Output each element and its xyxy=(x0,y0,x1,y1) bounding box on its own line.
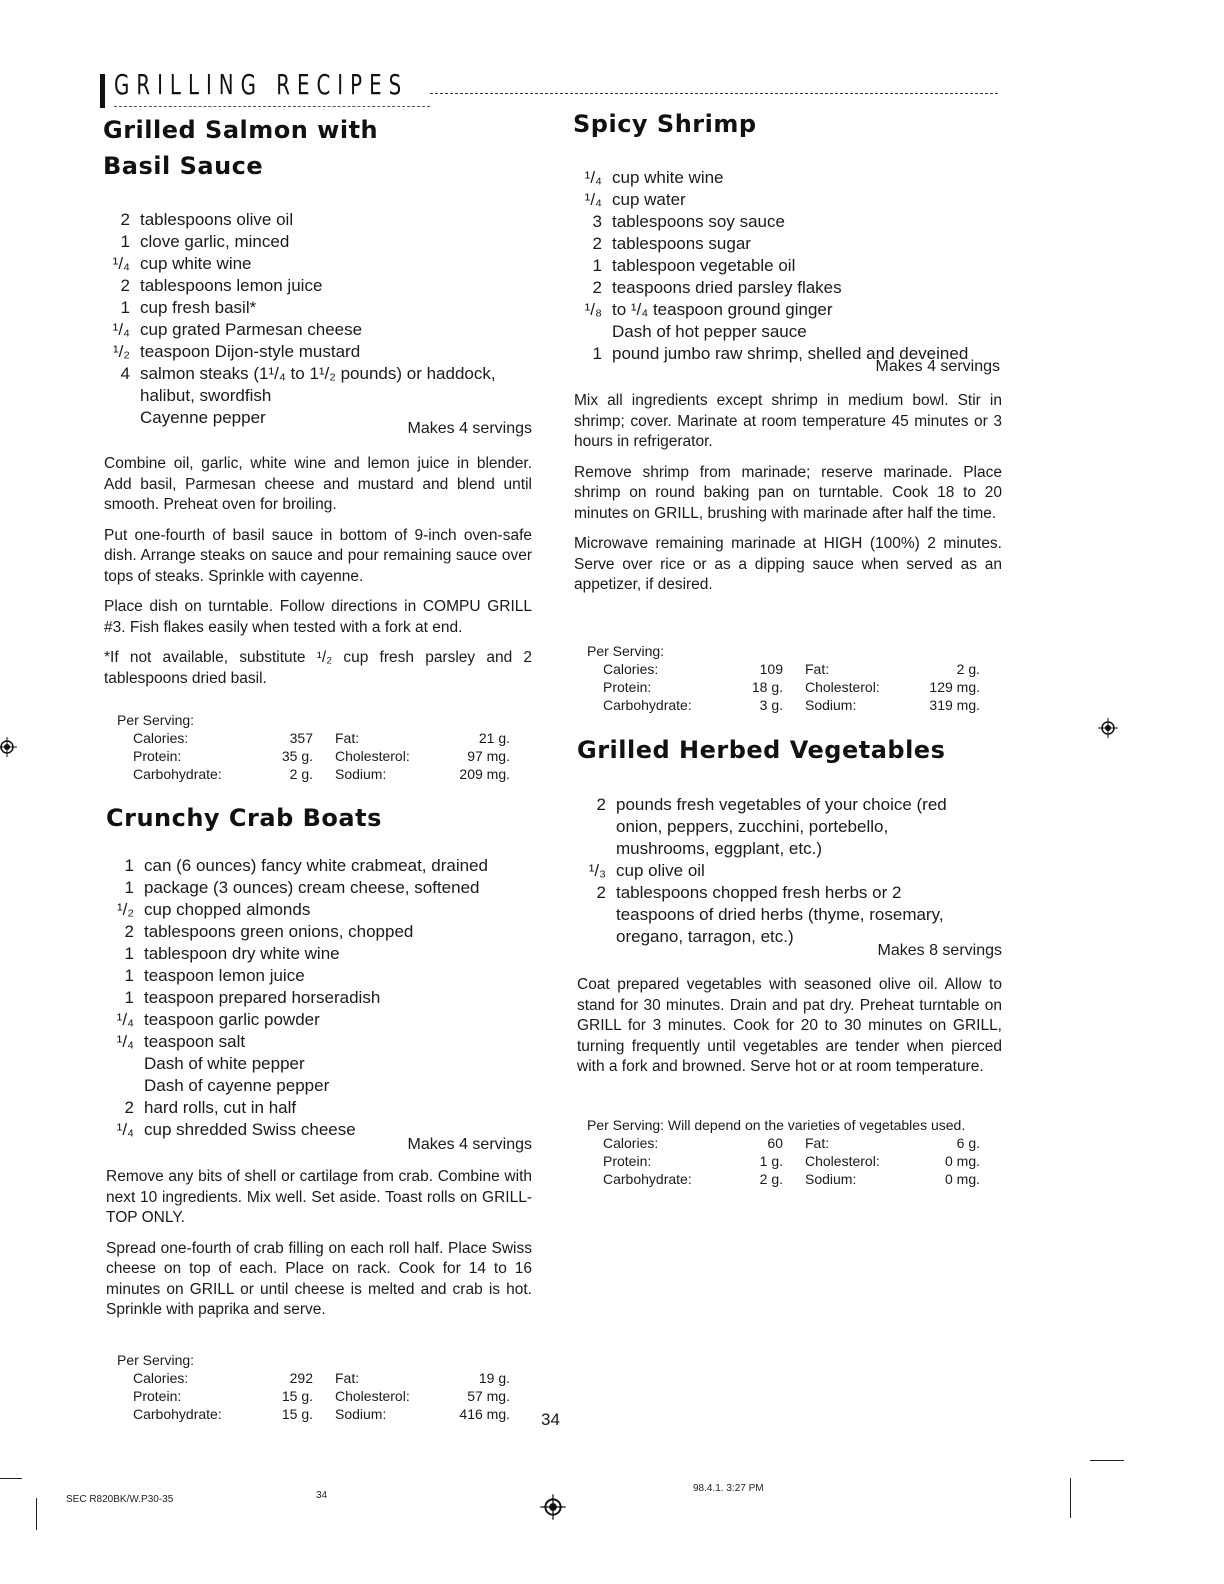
direction-paragraph: Combine oil, garlic, white wine and lemon juice in blender. Add basil, Parmesan cheese and mustard and blend until smooth. Preheat oven for broiling. xyxy=(104,455,532,513)
ingredient-text: Dash of hot pepper sauce xyxy=(612,322,807,341)
ingredient-row xyxy=(566,277,1002,299)
veg-title: Grilled Herbed Vegetables xyxy=(577,736,946,764)
salmon-ingredients xyxy=(94,209,534,429)
ingredient-text: oregano, tarragon, etc.) xyxy=(616,927,794,946)
ingredient-text: tablespoons lemon juice xyxy=(140,276,323,295)
nutrition-cell: Calories: xyxy=(133,1370,189,1386)
footer-mid: 34 xyxy=(316,1490,328,1501)
ingredient-text: salmon steaks (1¹/₄ to 1¹/₂ pounds) or haddock, xyxy=(140,364,496,383)
salmon-directions xyxy=(104,454,532,689)
nutrition-cell: 15 g. xyxy=(281,1388,313,1404)
ingredient-row xyxy=(98,899,538,921)
ingredient-quantity: 2 xyxy=(120,210,130,229)
nutrition-cell: 57 mg. xyxy=(467,1388,510,1404)
ingredient-quantity: 1 xyxy=(124,878,134,897)
ingredient-text: cup white wine xyxy=(140,254,252,273)
nutrition-cell: Protein: xyxy=(603,1153,652,1169)
nutrition-row xyxy=(587,678,987,696)
direction-paragraph: Spread one-fourth of crab filling on each roll half. Place Swiss cheese on top of each. Place on rack. Cook for 14 to 16 minutes on GRILL or until cheese is melted and crab is hot. Sprinkle with paprika and serve. xyxy=(106,1239,532,1318)
ingredient-text: teaspoon prepared horseradish xyxy=(144,988,381,1007)
ingredient-quantity: 2 xyxy=(124,922,134,941)
ingredient-quantity: ¹/₄ xyxy=(116,1032,134,1051)
ingredient-row xyxy=(98,1009,538,1031)
ingredient-text: teaspoon garlic powder xyxy=(144,1010,320,1029)
ingredient-row xyxy=(98,855,538,877)
nutrition-cell: Sodium: xyxy=(335,1406,387,1422)
ingredient-row xyxy=(570,794,1002,816)
nutrition-cell: 21 g. xyxy=(478,730,510,746)
ingredient-quantity: ¹/₄ xyxy=(584,190,602,209)
ingredient-quantity: ¹/₃ xyxy=(588,861,606,880)
ingredient-quantity: ¹/₄ xyxy=(116,1120,134,1139)
ingredient-quantity: ¹/₄ xyxy=(112,254,130,273)
section-header xyxy=(100,66,1000,106)
nutrition-row xyxy=(117,729,517,747)
ingredient-row xyxy=(566,299,1002,321)
nutrition-cell: 0 mg. xyxy=(944,1171,980,1187)
nutrition-cell: 129 mg. xyxy=(929,679,980,695)
ingredient-text: cup shredded Swiss cheese xyxy=(144,1120,356,1139)
footer-right: 98.4.1. 3:27 PM xyxy=(693,1483,764,1494)
ingredient-text: Dash of white pepper xyxy=(144,1054,305,1073)
direction-paragraph: *If not available, substitute ¹/₂ cup fresh parsley and 2 tablespoons dried basil. xyxy=(104,649,532,687)
direction-paragraph: Mix all ingredients except shrimp in medium bowl. Stir in shrimp; cover. Marinate at room temperature 45 minutes or 3 hours in refrigerator. xyxy=(574,392,1002,450)
ingredient-text: tablespoon vegetable oil xyxy=(612,256,796,275)
ingredient-quantity: 1 xyxy=(120,232,130,251)
page-number: 34 xyxy=(541,1410,560,1429)
shrimp-nutrition xyxy=(587,642,987,714)
salmon-nutrition xyxy=(117,711,517,783)
ingredient-text: can (6 ounces) fancy white crabmeat, drained xyxy=(144,856,488,875)
direction-paragraph: Put one-fourth of basil sauce in bottom of 9-inch oven-safe dish. Arrange steaks on sauce and pour remaining sauce over tops of steaks. Sprinkle with cayenne. xyxy=(104,526,532,585)
ingredient-quantity: 1 xyxy=(124,966,134,985)
ingredient-quantity: 1 xyxy=(124,856,134,875)
direction-paragraph: Place dish on turntable. Follow directions in COMPU GRILL #3. Fish flakes easily when tested with a fork at end. xyxy=(104,598,532,636)
ingredient-quantity: 2 xyxy=(124,1098,134,1117)
ingredient-row xyxy=(94,363,534,385)
shrimp-title: Spicy Shrimp xyxy=(573,110,757,138)
ingredient-text: hard rolls, cut in half xyxy=(144,1098,297,1117)
ingredient-text: cup fresh basil* xyxy=(140,298,257,317)
veg-directions xyxy=(577,975,1002,1078)
nutrition-cell: Calories: xyxy=(603,661,659,677)
ingredient-row xyxy=(98,1031,538,1053)
nutrition-row xyxy=(587,1170,997,1188)
ingredient-text: tablespoons sugar xyxy=(612,234,751,253)
ingredient-quantity: ¹/₈ xyxy=(584,300,602,319)
ingredient-text: tablespoon dry white wine xyxy=(144,944,340,963)
ingredient-text: cup water xyxy=(612,190,686,209)
ingredient-row xyxy=(98,987,538,1009)
section-label: GRILLING RECIPES xyxy=(114,70,409,102)
ingredient-quantity xyxy=(94,407,140,429)
ingredient-quantity: 2 xyxy=(596,795,606,814)
ingredient-row xyxy=(94,209,534,231)
ingredient-quantity: ¹/₄ xyxy=(116,1010,134,1029)
ingredient-row xyxy=(98,921,538,943)
ingredient-quantity: 4 xyxy=(120,364,130,383)
ingredient-row xyxy=(94,253,534,275)
ingredient-quantity xyxy=(570,816,616,838)
ingredient-quantity xyxy=(98,1075,144,1097)
nutrition-cell: Sodium: xyxy=(805,1171,857,1187)
salmon-title-line2: Basil Sauce xyxy=(103,152,264,180)
ingredient-quantity xyxy=(570,904,616,926)
ingredient-quantity: ¹/₄ xyxy=(112,320,130,339)
ingredient-text: teaspoons of dried herbs (thyme, rosemary, xyxy=(616,905,944,924)
ingredient-row xyxy=(566,211,1002,233)
registration-mark-bottom xyxy=(539,1493,567,1521)
ingredient-text: clove garlic, minced xyxy=(140,232,290,251)
nutrition-cell: 416 mg. xyxy=(459,1406,510,1422)
ingredient-text: pounds fresh vegetables of your choice (red xyxy=(616,795,947,814)
ingredient-row xyxy=(98,1097,538,1119)
ingredient-row xyxy=(94,319,534,341)
ingredient-quantity xyxy=(98,1053,144,1075)
nutrition-cell: Sodium: xyxy=(805,697,857,713)
nutrition-cell: Sodium: xyxy=(335,766,387,782)
ingredient-text: Cayenne pepper xyxy=(140,408,266,427)
header-bar xyxy=(100,74,105,108)
ingredient-row xyxy=(570,904,1002,926)
nutrition-cell: Carbohydrate: xyxy=(603,697,692,713)
ingredient-text: tablespoons olive oil xyxy=(140,210,294,229)
salmon-title xyxy=(103,112,378,184)
ingredient-row xyxy=(94,341,534,363)
crab-nutrition xyxy=(117,1351,517,1423)
nutrition-cell: Cholesterol: xyxy=(805,679,880,695)
nutrition-cell: Cholesterol: xyxy=(335,1388,410,1404)
ingredient-row xyxy=(98,965,538,987)
nutrition-cell: 109 xyxy=(759,661,783,677)
direction-paragraph: Remove any bits of shell or cartilage from crab. Combine with next 10 ingredients. Mix well. Set aside. Toast rolls on GRILL-TOP ONLY. xyxy=(106,1168,532,1226)
registration-mark-right xyxy=(1097,717,1119,739)
nutrition-cell: 2 g. xyxy=(289,766,313,782)
nutrition-cell: Protein: xyxy=(603,679,652,695)
ingredient-text: mushrooms, eggplant, etc.) xyxy=(616,839,822,858)
nutrition-cell: 2 g. xyxy=(956,661,980,677)
nutrition-row xyxy=(117,1387,517,1405)
nutrition-row xyxy=(587,1134,997,1152)
nutrition-header: Per Serving: xyxy=(117,1352,195,1368)
nutrition-cell: Cholesterol: xyxy=(805,1153,880,1169)
nutrition-cell: Carbohydrate: xyxy=(133,1406,222,1422)
ingredient-row xyxy=(566,189,1002,211)
crop-mark xyxy=(36,1498,37,1530)
nutrition-cell: 3 g. xyxy=(759,697,783,713)
nutrition-cell: 6 g. xyxy=(956,1135,980,1151)
ingredient-quantity: 1 xyxy=(120,298,130,317)
veg-ingredients xyxy=(570,794,1002,948)
crab-directions xyxy=(106,1167,532,1321)
nutrition-cell: Cholesterol: xyxy=(335,748,410,764)
shrimp-directions xyxy=(574,391,1002,596)
nutrition-cell: 15 g. xyxy=(281,1406,313,1422)
shrimp-makes: Makes 4 servings xyxy=(875,358,1000,375)
nutrition-cell: Fat: xyxy=(335,730,360,746)
nutrition-cell: 35 g. xyxy=(281,748,313,764)
crop-mark xyxy=(1090,1460,1124,1461)
nutrition-cell: Fat: xyxy=(805,661,830,677)
nutrition-header: Per Serving: xyxy=(117,712,195,728)
crab-ingredients xyxy=(98,855,538,1141)
ingredient-text: teaspoon salt xyxy=(144,1032,246,1051)
ingredient-quantity: 3 xyxy=(592,212,602,231)
ingredient-text: cup grated Parmesan cheese xyxy=(140,320,363,339)
ingredient-row xyxy=(98,943,538,965)
ingredient-text: cup chopped almonds xyxy=(144,900,311,919)
ingredient-text: cup olive oil xyxy=(616,861,705,880)
ingredient-row xyxy=(98,1053,538,1075)
nutrition-cell: 97 mg. xyxy=(467,748,510,764)
ingredient-quantity xyxy=(94,385,140,407)
ingredient-row xyxy=(566,255,1002,277)
ingredient-text: tablespoons soy sauce xyxy=(612,212,785,231)
ingredient-row xyxy=(94,231,534,253)
ingredient-text: onion, peppers, zucchini, portebello, xyxy=(616,817,889,836)
veg-makes: Makes 8 servings xyxy=(877,942,1002,959)
ingredient-quantity: ¹/₄ xyxy=(584,168,602,187)
ingredient-row xyxy=(98,877,538,899)
ingredient-quantity: 1 xyxy=(592,344,602,363)
ingredient-row xyxy=(566,233,1002,255)
nutrition-cell: 60 xyxy=(767,1135,783,1151)
ingredient-quantity: 2 xyxy=(596,883,606,902)
veg-nutrition xyxy=(587,1116,997,1188)
ingredient-text: Dash of cayenne pepper xyxy=(144,1076,330,1095)
nutrition-cell: 292 xyxy=(289,1370,313,1386)
nutrition-cell: 0 mg. xyxy=(944,1153,980,1169)
nutrition-cell: 19 g. xyxy=(478,1370,510,1386)
nutrition-row xyxy=(587,660,987,678)
ingredient-text: tablespoons chopped fresh herbs or 2 xyxy=(616,883,902,902)
nutrition-row xyxy=(117,1405,517,1423)
crop-mark xyxy=(0,1478,22,1479)
crab-makes: Makes 4 servings xyxy=(407,1136,532,1153)
nutrition-cell: Carbohydrate: xyxy=(603,1171,692,1187)
ingredient-quantity: 2 xyxy=(120,276,130,295)
nutrition-row xyxy=(117,765,517,783)
registration-mark-left xyxy=(0,736,18,758)
nutrition-row xyxy=(587,1152,997,1170)
ingredient-text: halibut, swordfish xyxy=(140,386,272,405)
shrimp-ingredients xyxy=(566,167,1002,365)
ingredient-row xyxy=(570,838,1002,860)
nutrition-row xyxy=(117,747,517,765)
nutrition-cell: 209 mg. xyxy=(459,766,510,782)
ingredient-quantity xyxy=(570,838,616,860)
ingredient-text: teaspoon lemon juice xyxy=(144,966,305,985)
ingredient-quantity xyxy=(566,321,612,343)
direction-paragraph: Remove shrimp from marinade; reserve marinade. Place shrimp on round baking pan on turntable. Cook 18 to 20 minutes on GRILL, brushing with marinade after half the time. xyxy=(574,463,1002,522)
ingredient-text: teaspoon Dijon-style mustard xyxy=(140,342,361,361)
ingredient-row xyxy=(94,385,534,407)
ingredient-quantity: 1 xyxy=(124,944,134,963)
nutrition-header: Per Serving: Will depend on the varieties of vegetables used. xyxy=(587,1117,966,1133)
ingredient-quantity: ¹/₂ xyxy=(117,900,134,919)
ingredient-text: pound jumbo raw shrimp, shelled and deveined xyxy=(612,344,969,363)
direction-paragraph: Coat prepared vegetables with seasoned olive oil. Allow to stand for 30 minutes. Drain and pat dry. Preheat turntable on GRILL for 3 minutes. Cook for 20 to 30 minutes on GRILL, turning frequently until vegetables are tender when pierced with a fork and browned. Serve hot or at room temperature. xyxy=(577,976,1002,1075)
footer-left: SEC R820BK/W.P30-35 xyxy=(66,1494,174,1505)
ingredient-quantity: ¹/₂ xyxy=(113,342,130,361)
ingredient-text: teaspoons dried parsley flakes xyxy=(612,278,842,297)
nutrition-cell: 357 xyxy=(289,730,313,746)
ingredient-text: package (3 ounces) cream cheese, softened xyxy=(144,878,480,897)
nutrition-cell: Calories: xyxy=(603,1135,659,1151)
nutrition-cell: Protein: xyxy=(133,748,182,764)
salmon-title-line1: Grilled Salmon with xyxy=(103,116,379,144)
ingredient-row xyxy=(94,275,534,297)
ingredient-text: to ¹/₄ teaspoon ground ginger xyxy=(612,300,833,319)
nutrition-cell: Fat: xyxy=(805,1135,830,1151)
nutrition-cell: 1 g. xyxy=(759,1153,783,1169)
nutrition-cell: 2 g. xyxy=(759,1171,783,1187)
ingredient-row xyxy=(570,860,1002,882)
ingredient-row xyxy=(566,167,1002,189)
nutrition-cell: Fat: xyxy=(335,1370,360,1386)
nutrition-cell: Protein: xyxy=(133,1388,182,1404)
ingredient-row xyxy=(94,297,534,319)
nutrition-header: Per Serving: xyxy=(587,643,665,659)
nutrition-cell: 18 g. xyxy=(751,679,783,695)
salmon-makes: Makes 4 servings xyxy=(407,420,532,437)
nutrition-cell: Calories: xyxy=(133,730,189,746)
ingredient-quantity: 2 xyxy=(592,278,602,297)
header-dashed-rule xyxy=(430,93,998,94)
nutrition-row xyxy=(117,1369,517,1387)
crop-mark xyxy=(1070,1478,1071,1518)
ingredient-quantity: 1 xyxy=(124,988,134,1007)
header-underline xyxy=(114,106,430,107)
ingredient-text: tablespoons green onions, chopped xyxy=(144,922,414,941)
ingredient-quantity: 2 xyxy=(592,234,602,253)
ingredient-quantity: 1 xyxy=(592,256,602,275)
direction-paragraph: Microwave remaining marinade at HIGH (100%) 2 minutes. Serve over rice or as a dipping sauce when served as an appetizer, if desired. xyxy=(574,535,1002,593)
ingredient-row xyxy=(570,816,1002,838)
nutrition-cell: Carbohydrate: xyxy=(133,766,222,782)
crab-title: Crunchy Crab Boats xyxy=(106,804,382,832)
nutrition-row xyxy=(587,696,987,714)
ingredient-quantity xyxy=(570,926,616,948)
ingredient-row xyxy=(570,882,1002,904)
ingredient-row xyxy=(98,1075,538,1097)
nutrition-cell: 319 mg. xyxy=(929,697,980,713)
ingredient-text: cup white wine xyxy=(612,168,724,187)
ingredient-row xyxy=(566,321,1002,343)
